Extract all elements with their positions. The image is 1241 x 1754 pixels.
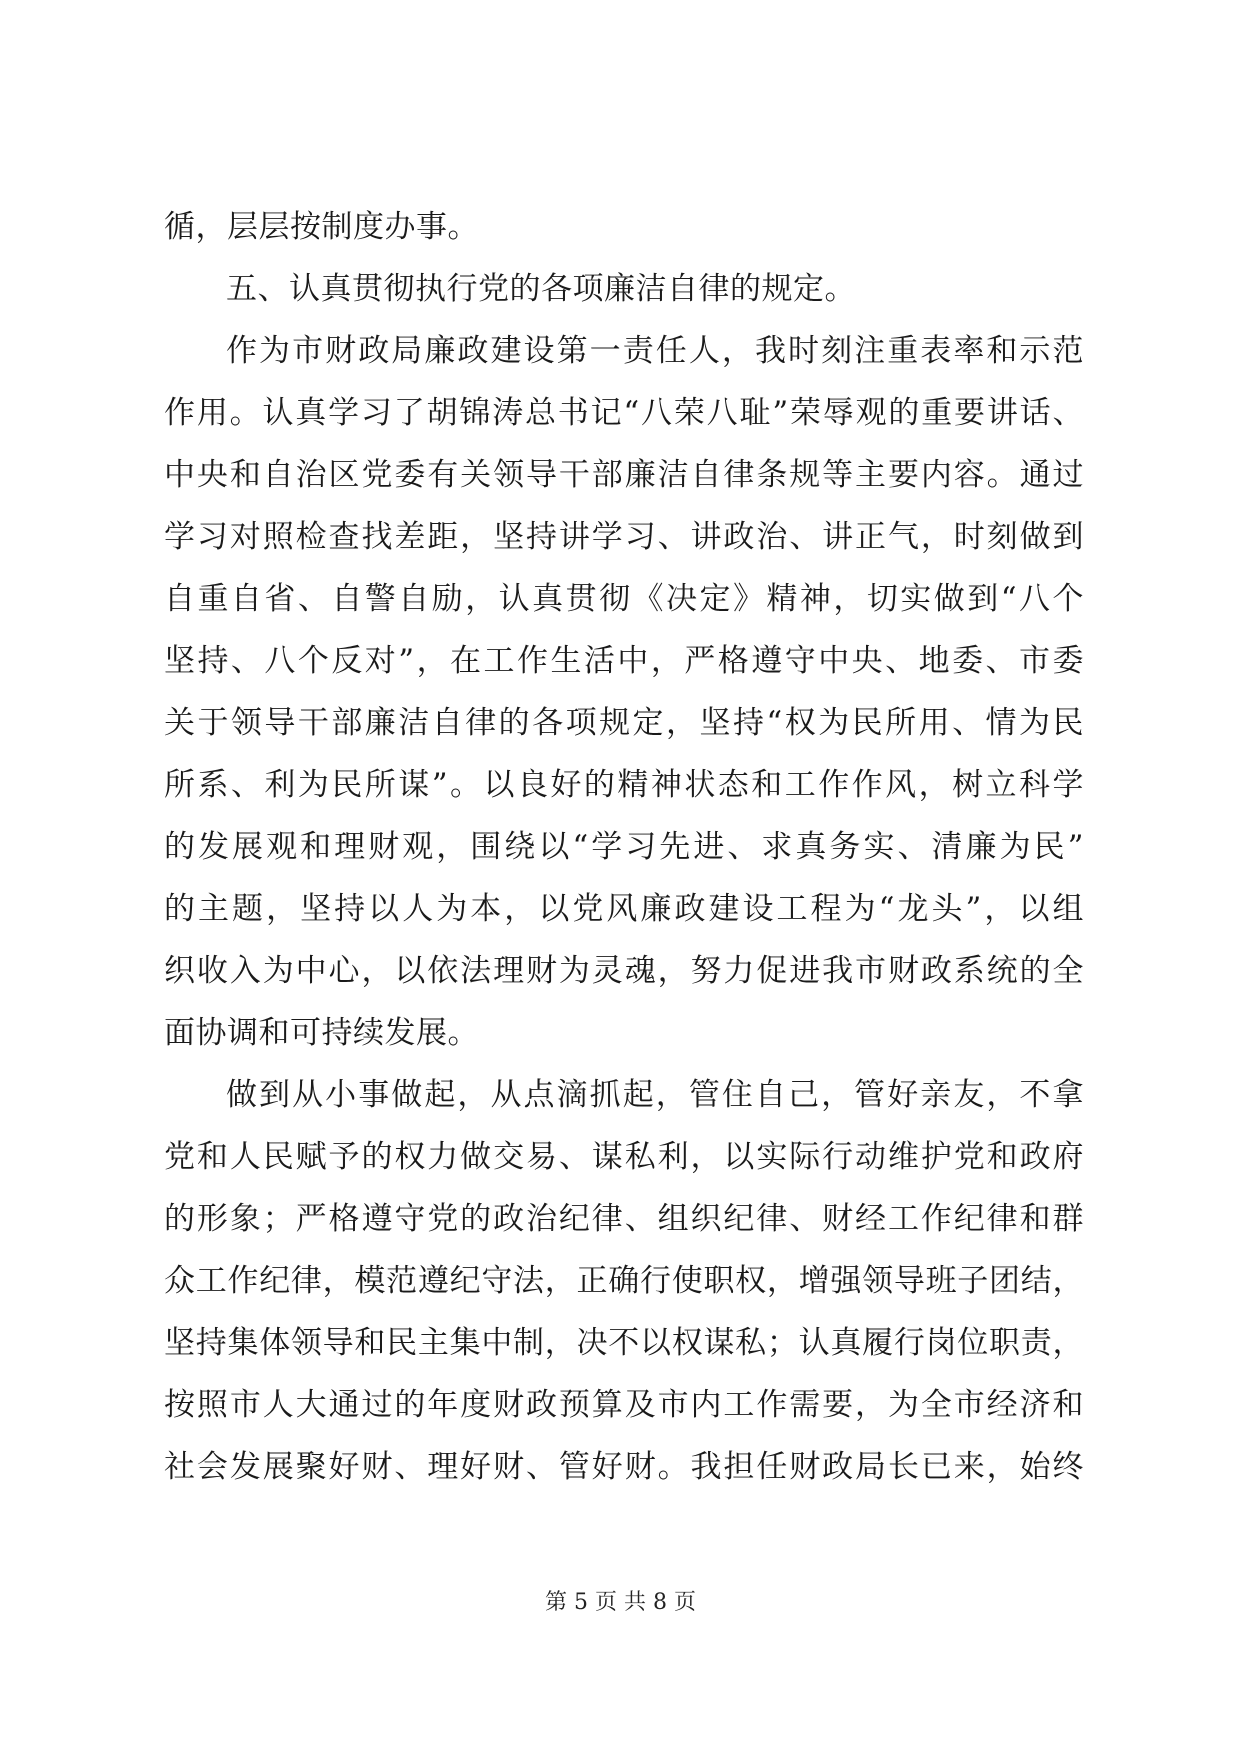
text-line: 党和人民赋予的权力做交易、谋私利，以实际行动维护党和政府 (164, 1139, 1084, 1175)
text-line: 的发展观和理财观，围绕以“学习先进、求真务实、清廉为民” (164, 829, 1084, 865)
paragraph (164, 1064, 1084, 1498)
text-line: 按照市人大通过的年度财政预算及市内工作需要，为全市经济和 (164, 1387, 1084, 1423)
text-line: 众工作纪律，模范遵纪守法，正确行使职权，增强领导班子团结， (164, 1263, 1084, 1299)
text-line: 社会发展聚好财、理好财、管好财。我担任财政局长已来，始终 (164, 1449, 1084, 1485)
text-line: 循，层层按制度办事。 (164, 209, 479, 245)
document-body (164, 196, 1084, 1498)
section-heading (164, 258, 1084, 320)
paragraph (164, 196, 1084, 258)
text-line: 五、认真贯彻执行党的各项廉洁自律的规定。 (226, 271, 856, 307)
text-line: 作用。认真学习了胡锦涛总书记“八荣八耻”荣辱观的重要讲话、 (164, 395, 1084, 431)
text-line: 所系、利为民所谋”。以良好的精神状态和工作作风，树立科学 (164, 767, 1084, 803)
text-line: 面协调和可持续发展。 (164, 1015, 479, 1051)
text-line: 织收入为中心，以依法理财为灵魂，努力促进我市财政系统的全 (164, 953, 1084, 989)
text-line: 关于领导干部廉洁自律的各项规定，坚持“权为民所用、情为民 (164, 705, 1084, 741)
text-line: 的主题，坚持以人为本，以党风廉政建设工程为“龙头”，以组 (164, 891, 1084, 927)
text-line: 做到从小事做起，从点滴抓起，管住自己，管好亲友，不拿 (226, 1077, 1084, 1113)
text-line: 坚持集体领导和民主集中制，决不以权谋私；认真履行岗位职责， (164, 1325, 1084, 1361)
text-line: 的形象；严格遵守党的政治纪律、组织纪律、财经工作纪律和群 (164, 1201, 1084, 1237)
page-number-footer: 第 5 页 共 8 页 (545, 1590, 696, 1615)
paragraph (164, 320, 1084, 1064)
text-line: 作为市财政局廉政建设第一责任人，我时刻注重表率和示范 (226, 333, 1084, 369)
text-line: 中央和自治区党委有关领导干部廉洁自律条规等主要内容。通过 (164, 457, 1084, 493)
text-line: 学习对照检查找差距，坚持讲学习、讲政治、讲正气，时刻做到 (164, 519, 1084, 555)
text-line: 坚持、八个反对”，在工作生活中，严格遵守中央、地委、市委 (164, 643, 1084, 679)
text-line: 自重自省、自警自励，认真贯彻《决定》精神，切实做到“八个 (164, 581, 1084, 617)
